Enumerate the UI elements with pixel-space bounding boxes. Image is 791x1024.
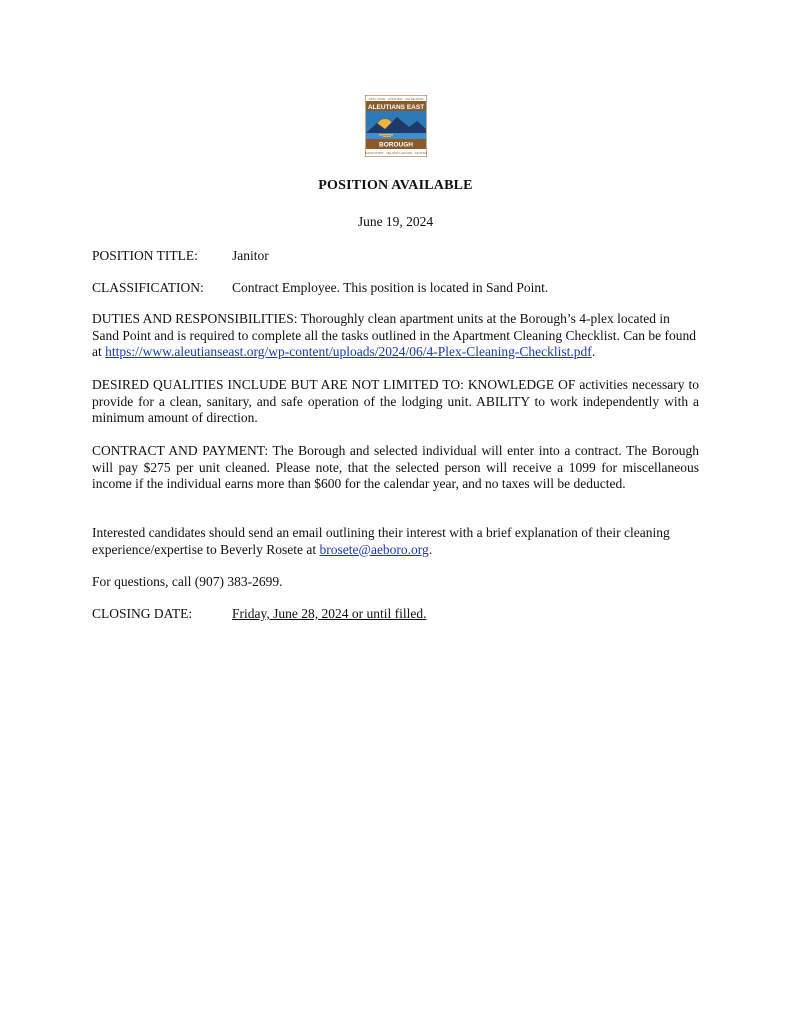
apply-end: . (428, 541, 433, 557)
desired-qualities-paragraph: DESIRED QUALITIES INCLUDE BUT ARE NOT LIMITED TO: KNOWLEDGE OF activities necessary to provide for a clean, sanitary, and safe operation of the lodging unit. ABILITY to work independently with a minimum amount of direction. (92, 377, 699, 425)
apply-paragraph (92, 525, 699, 558)
svg-text:ALEUTIANS EAST: ALEUTIANS EAST (367, 104, 425, 111)
duties-end: . (591, 344, 596, 359)
page-title: POSITION AVAILABLE (318, 178, 473, 193)
classification-value: Contract Employee. This position is located in Sand Point. (232, 280, 549, 295)
questions-paragraph: For questions, call (907) 383-2699. (92, 574, 283, 589)
position-title-value: Janitor (232, 248, 269, 263)
classification-label: CLASSIFICATION: (92, 280, 204, 295)
closing-date-row (92, 606, 426, 622)
apply-text: Interested candidates should send an email outlining their interest with a brief explanation of their cleaning experience/expertise to Beverly Rosete at (92, 525, 670, 557)
classification-row (92, 280, 548, 296)
checklist-link[interactable]: https://www.aleutianseast.org/wp-content/uploads/2024/06/4-Plex-Cleaning-Checklist.pdf (105, 344, 592, 359)
duties-text: DUTIES AND RESPONSIBILITIES: Thoroughly clean apartment units at the Borough’s 4-plex located in Sand Point and is required to complete all the tasks outlined in the Apartment Cleaning Checklist. Can be found at (92, 311, 697, 359)
svg-text:SAND POINT · NELSON LAGOON · A: SAND POINT · NELSON LAGOON · AKUTAN (365, 151, 427, 155)
svg-text:BOROUGH: BOROUGH (379, 141, 413, 149)
closing-date-label: CLOSING DATE: (92, 606, 193, 621)
position-title-row (92, 248, 269, 264)
email-link[interactable]: brosete@aeboro.org (319, 541, 429, 557)
aleutians-east-borough-logo (365, 95, 427, 157)
position-title-label: POSITION TITLE: (92, 248, 198, 263)
contract-payment-paragraph: CONTRACT AND PAYMENT: The Borough and selected individual will enter into a contract. The Borough will pay $275 per unit cleaned. Please note, that the selected person will receive a 1099 for miscellaneous income if the individual earns more than $600 for the calendar year, and no taxes will be deducted. (92, 443, 699, 491)
duties-paragraph (92, 311, 699, 361)
svg-text:KING COVE · COLD BAY · FALSE P: KING COVE · COLD BAY · FALSE PASS (368, 97, 424, 101)
closing-date-value: Friday, June 28, 2024 or until filled. (232, 606, 427, 621)
posting-date: June 19, 2024 (357, 214, 434, 229)
